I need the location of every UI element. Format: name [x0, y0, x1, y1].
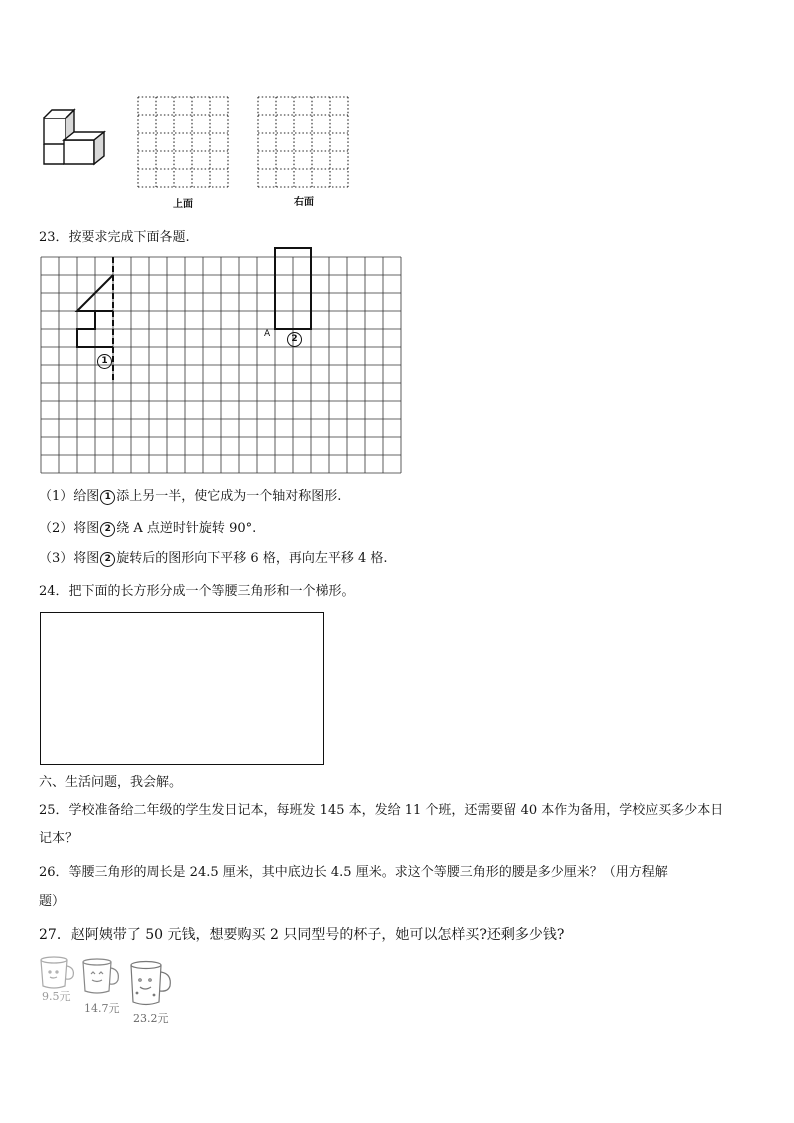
q23-sub2: （2）将图 2 绕 A 点逆时针旋转 90°. — [39, 521, 257, 536]
q26-line2: 题） — [39, 894, 66, 909]
cup-3-price: 23.2元 — [133, 1012, 169, 1025]
q27-title: 赵阿姨带了 50 元钱，想要购买 2 只同型号的杯子，她可以怎样买?还剩多少钱? — [70, 927, 565, 943]
q25-number: 25． — [39, 803, 69, 818]
cup-1-icon — [38, 956, 78, 990]
q27-number: 27． — [39, 927, 71, 943]
q24-title: 把下面的长方形分成一个等腰三角形和一个梯形。 — [68, 584, 355, 599]
section-6-title: 六、生活问题，我会解。 — [39, 775, 183, 790]
right-view-dotted-grid — [256, 96, 354, 190]
cup-3-icon — [128, 960, 174, 1008]
top-view-label: 上面 — [173, 199, 193, 210]
sub3-marker: 2 — [100, 552, 115, 567]
q24-heading — [39, 583, 355, 601]
top-view-dotted-grid — [136, 96, 234, 190]
q24-rectangle — [40, 612, 324, 765]
q26-number: 26． — [39, 865, 69, 880]
right-view-label: 右面 — [294, 197, 314, 208]
q23-title: 按要求完成下面各题. — [68, 230, 190, 245]
cup-1-price: 9.5元 — [42, 990, 71, 1003]
cube-stack-figure — [40, 104, 110, 166]
q24-number: 24． — [39, 584, 69, 599]
q23-sub3: （3）将图 2 旋转后的图形向下平移 6 格，再向左平移 4 格. — [39, 551, 388, 566]
q25-line2: 记本？ — [39, 831, 79, 846]
q23-heading — [39, 229, 190, 247]
shape-2-marker: 2 — [287, 332, 302, 347]
cup-2-icon — [80, 958, 122, 996]
q23-square-grid — [41, 257, 403, 475]
cup-2-price: 14.7元 — [84, 1002, 120, 1015]
q23-sub1: （1）给图 1 添上另一半，使它成为一个轴对称图形. — [39, 489, 342, 504]
sub2-marker: 2 — [100, 522, 115, 537]
q23-number: 23． — [39, 230, 69, 245]
q26-line1: 26．等腰三角形的周长是 24.5 厘米，其中底边长 4.5 厘米。求这个等腰三角形的腰是多少厘米？（用方程解 — [39, 865, 668, 880]
q25-line1: 25．学校准备给二年级的学生发日记本，每班发 145 本，发给 11 个班，还需要留 40 本作为备用，学校应买多少本日 — [39, 803, 724, 818]
point-a-label: A — [264, 329, 271, 339]
sub1-marker: 1 — [100, 490, 115, 505]
shape-1-marker: 1 — [97, 354, 112, 369]
q27-heading — [39, 926, 564, 944]
